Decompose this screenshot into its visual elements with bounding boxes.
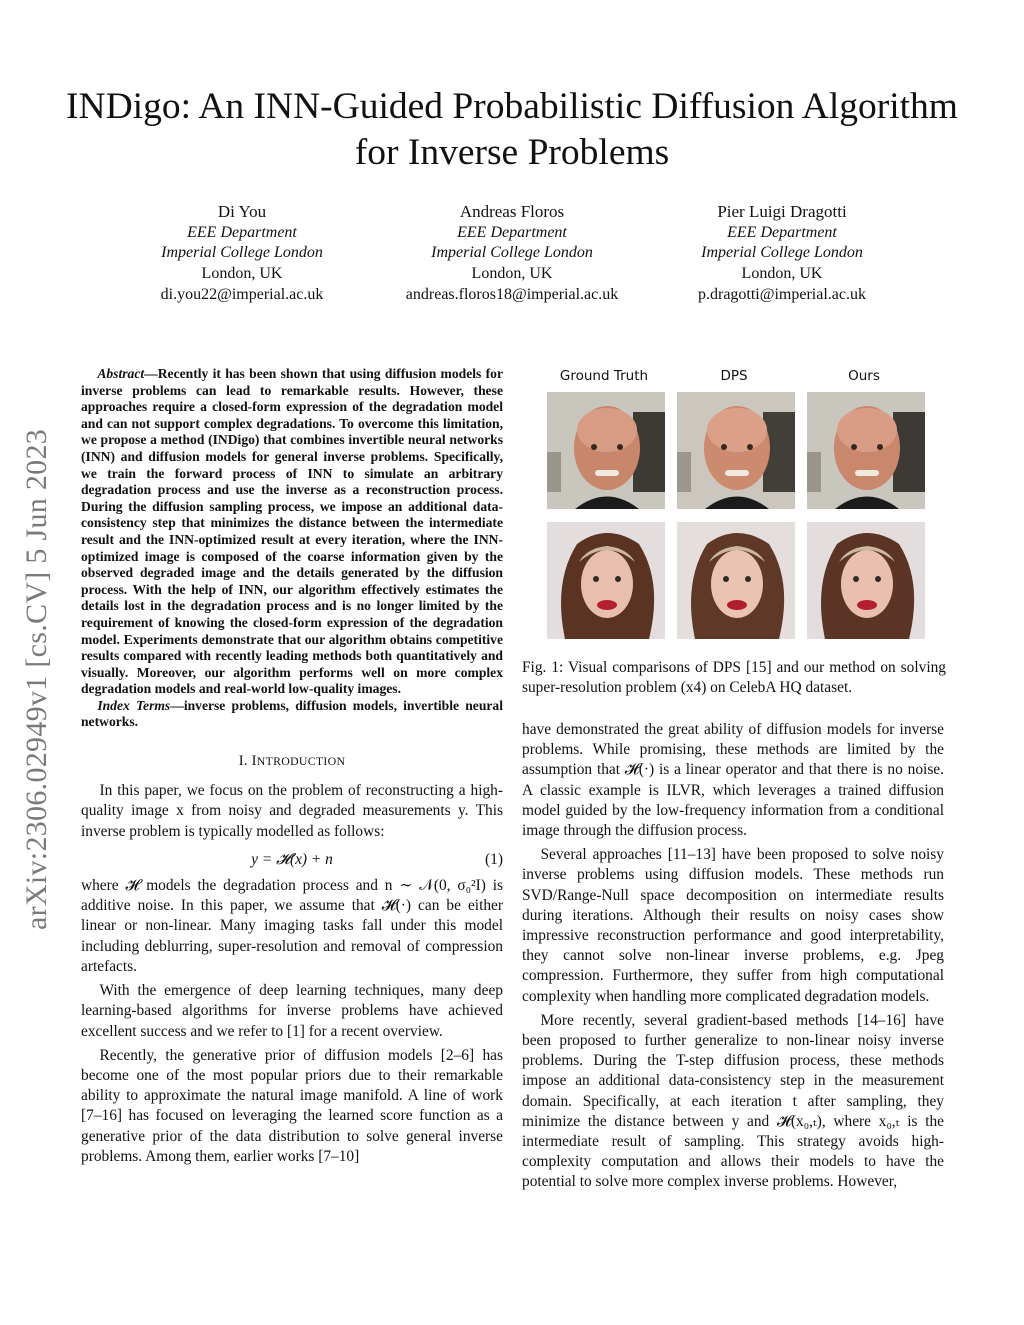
right-paragraph-2: Several approaches [11–13] have been proposed to solve noisy inverse problems using diffusion models. These methods run SVD/Range-Null space decomposition on intermediate results during iterations. Although their results on noisy cases show impressive reconstruction performance and good interpretability, they cannot solve non-linear inverse problems, e.g. Jpeg compression. Furthermore, they suffer from high computational complexity when handling more complicated degradation models. (522, 846, 944, 1005)
author-email: di.you22@imperial.ac.uk (160, 285, 324, 303)
face-image-man-gt (547, 392, 665, 509)
author-loc: London, UK (471, 265, 553, 283)
author-inst: Imperial College London (161, 244, 323, 262)
author-1 (112, 202, 372, 306)
section-title: NTRODUCTION (256, 754, 346, 769)
index-terms-text: —inverse problems, diffusion models, invertible neural networks. (81, 697, 503, 730)
author-3 (652, 202, 912, 306)
abstract-label: Abstract (97, 366, 145, 381)
intro-paragraph-1: In this paper, we focus on the problem of reconstructing a high-quality image x from noisy and degraded measurements y. This inverse problem is typically modelled as follows: (81, 782, 503, 840)
author-inst: Imperial College London (701, 244, 863, 262)
author-inst: Imperial College London (431, 244, 593, 262)
abstract-text: —Recently it has been shown that using diffusion models for inverse problems can lead to remarkable results. However, these approaches require a closed-form expression of the degradation model and can not support complex degradations. To overcome this limitation, we propose a method (INDigo) that combines invertible neural networks (INN) and diffusion models for general inverse problems. Specifically, we train the forward process of INN to simulate an arbitrary degradation process and use the inverse as a reconstruction process. During the diffusion sampling process, we impose an additional data-consistency step that minimizes the distance between the intermediate result and the INN-optimized result at every iteration, where the INN-optimized image is composed of the coarse information given by the observed degraded image and the details generated by the diffusion process. With the help of INN, our algorithm effectively estimates the details lost in the degradation process and is no longer limited by the requirement of knowing the closed-form expression of the degradation model. Experiments demonstrate that our algorithm obtains competitive results compared with recently leading methods both quantitatively and visually. Moreover, our algorithm performs well on more complex degradation models and real-world low-quality images. (81, 366, 503, 697)
section-heading (81, 751, 503, 771)
left-column (81, 366, 503, 1167)
equation-body: y = 𝓗(x) + n (251, 850, 333, 868)
right-column (522, 720, 944, 1193)
author-email: p.dragotti@imperial.ac.uk (697, 285, 866, 303)
equation-1 (81, 850, 503, 870)
right-paragraph-3: More recently, several gradient-based methods [14–16] have been proposed to further generalize to non-linear noisy inverse problems. During the T-step diffusion process, these methods impose an additional data-consistency step in the measurement domain. Specifically, at each iteration t after sampling, they minimize the distance between y and 𝓗(x₀,ₜ), where x₀,ₜ is the intermediate result of sampling. This strategy avoids high-complexity computation and allows their models to have the potential to solve more complex inverse problems. However, (522, 1011, 944, 1191)
intro-paragraph-3: With the emergence of deep learning techniques, many deep learning-based algorithms for inverse problems have achieved excellent success and we refer to [1] for a recent overview. (81, 982, 503, 1040)
face-image-woman-ours (807, 522, 925, 639)
intro-paragraph-2: where 𝓗 models the degradation process and n ∼ 𝒩(0, σ₀²I) is additive noise. In this paper, we assume that 𝓗(·) can be either linear or non-linear. Many imaging tasks fall under this model including deblurring, super-resolution and removal of compression artefacts. (81, 877, 503, 975)
face-image-woman-dps (677, 522, 795, 639)
author-name: Di You (217, 202, 267, 221)
section-number: I. I (238, 753, 257, 770)
author-dept: EEE Department (187, 223, 297, 241)
right-paragraph-1: have demonstrated the great ability of diffusion models for inverse problems. While promising, these methods are limited by the assumption that 𝓗(·) is a linear operator and that there is no noise. A classic example is ILVR, which leverages a trained diffusion model guided by the low-frequency information from a conditional image through the diffusion process. (522, 721, 944, 840)
index-terms-label: Index Terms (97, 697, 171, 713)
intro-paragraph-4: Recently, the generative prior of diffusion models [2–6] has become one of the most popular priors due to their remarkable ability to approximate the natural image manifold. A line of work [7–16] has focused on leveraging the learned score function as a generative prior of the data distribution to solve general inverse problems. Among them, earlier works [7–10] (81, 1046, 503, 1165)
fig-col-label-ours: Ours (848, 368, 880, 384)
author-loc: London, UK (741, 265, 823, 283)
author-name: Andreas Floros (459, 202, 565, 221)
face-image-woman-gt (547, 522, 665, 639)
author-dept: EEE Department (727, 223, 837, 241)
equation-number: (1) (485, 850, 503, 868)
author-dept: EEE Department (457, 223, 567, 241)
abstract (81, 366, 503, 698)
author-loc: London, UK (201, 265, 283, 283)
index-terms (81, 698, 503, 731)
face-image-man-ours (807, 392, 925, 509)
face-image-man-dps (677, 392, 795, 509)
author-email: andreas.floros18@imperial.ac.uk (405, 285, 619, 303)
author-2 (382, 202, 642, 306)
fig-col-label-gt: Ground Truth (559, 368, 649, 384)
paper-title: INDigo: An INN-Guided Probabilistic Diffusion Algorithm for Inverse Problems (66, 86, 958, 173)
figure-caption: Fig. 1: Visual comparisons of DPS [15] and our method on solving super-resolution problem (x4) on CelebA HQ dataset. (522, 659, 946, 697)
fig-col-label-dps: DPS (720, 368, 748, 384)
arxiv-stamp: arXiv:2306.02949v1 [cs.CV] 5 Jun 2023 (20, 428, 53, 930)
author-name: Pier Luigi Dragotti (717, 202, 847, 221)
